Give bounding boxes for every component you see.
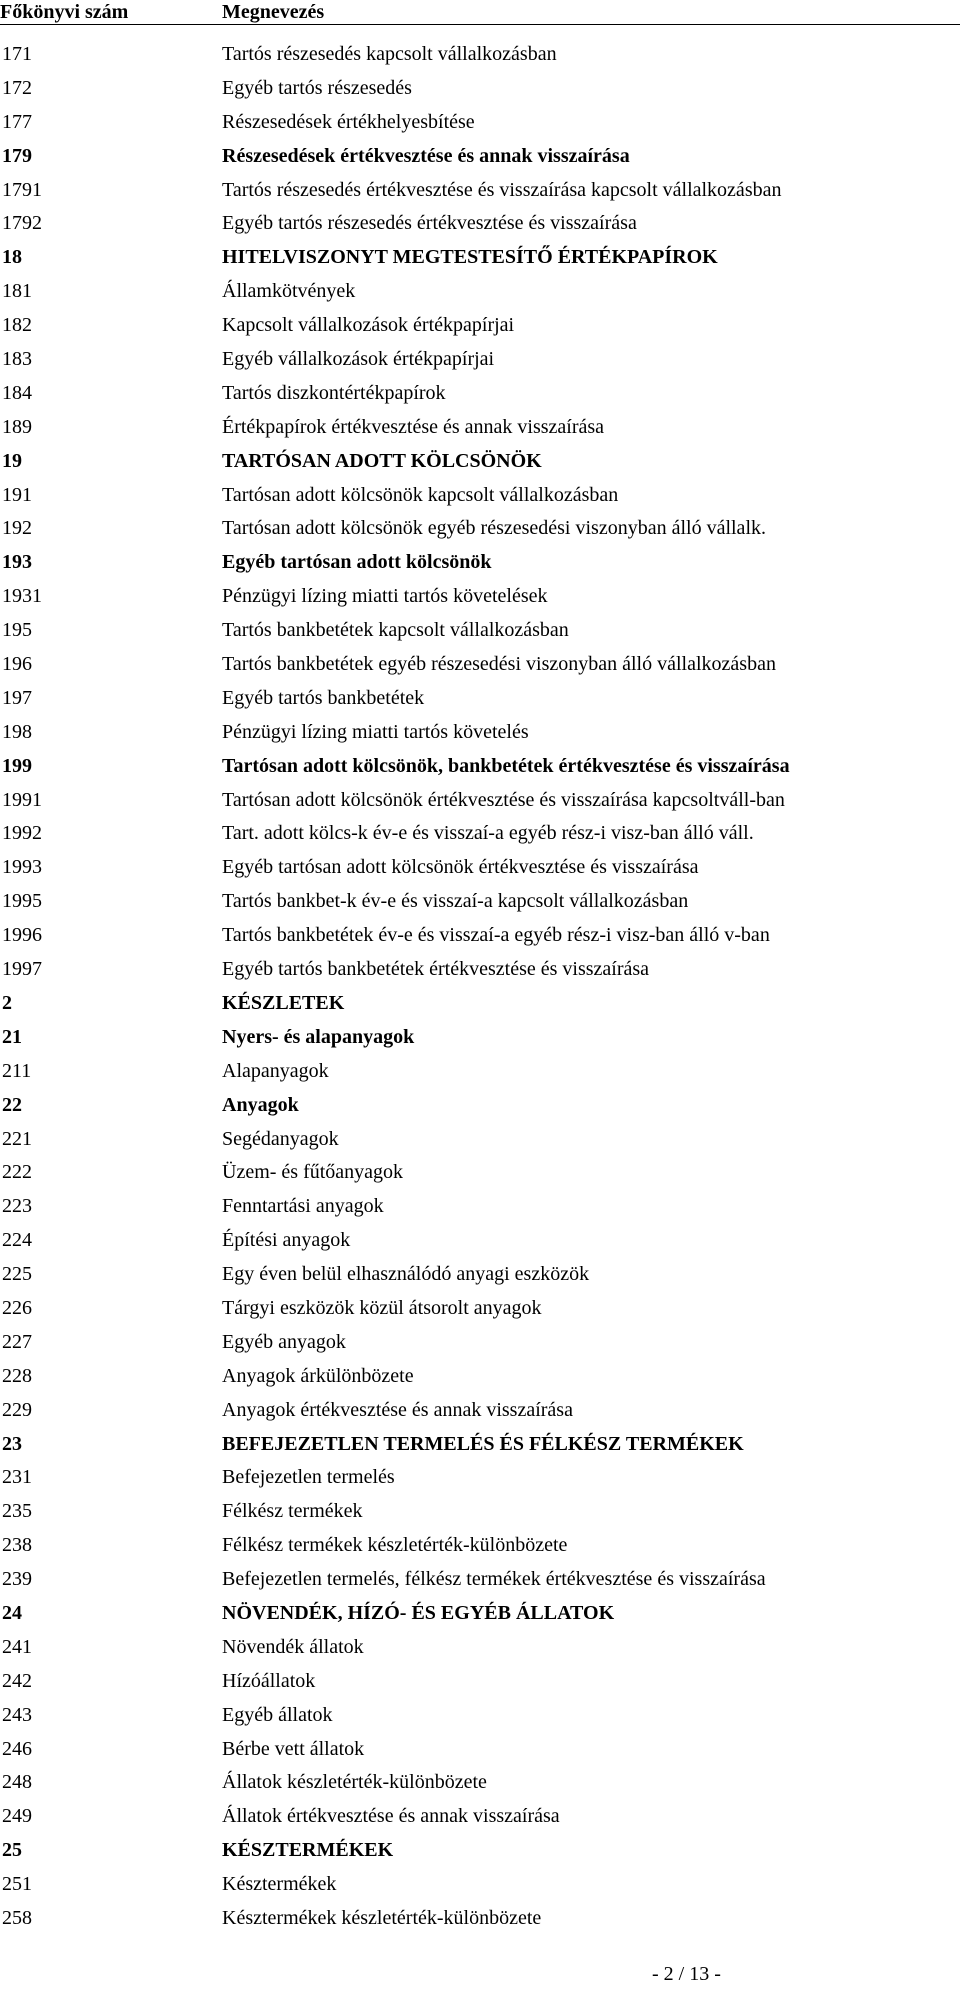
account-code: 1997 <box>2 958 42 981</box>
account-name: Anyagok értékvesztése és annak visszaírása <box>222 1398 573 1421</box>
account-name: Nyers- és alapanyagok <box>222 1025 415 1048</box>
account-name: Egy éven belül elhasználódó anyagi eszközök <box>222 1263 590 1286</box>
account-code: 193 <box>2 551 32 574</box>
account-name: Befejezetlen termelés, félkész termékek értékvesztése és visszaírása <box>222 1568 766 1591</box>
account-code: 1995 <box>2 890 42 913</box>
table-row <box>0 1292 960 1326</box>
table-row <box>0 682 960 716</box>
table-row <box>0 1190 960 1224</box>
account-code: 191 <box>2 483 32 506</box>
account-list <box>0 38 960 1936</box>
table-row <box>0 343 960 377</box>
account-code: 235 <box>2 1500 32 1523</box>
account-name: Tartós részesedés értékvesztése és visszaírása kapcsolt vállalkozásban <box>222 178 782 201</box>
account-code: 19 <box>2 449 22 472</box>
account-code: 248 <box>2 1771 32 1794</box>
account-name: KÉSZLETEK <box>222 991 345 1014</box>
table-row <box>0 716 960 750</box>
table-row <box>0 1089 960 1123</box>
account-name: Értékpapírok értékvesztése és annak visszaírása <box>222 415 605 438</box>
account-name: Félkész termékek <box>222 1500 363 1523</box>
account-name: Egyéb tartós részesedés értékvesztése és visszaírása <box>222 212 637 235</box>
account-code: 1931 <box>2 585 42 608</box>
account-code: 183 <box>2 348 32 371</box>
account-name: Anyagok árkülönbözete <box>222 1364 414 1387</box>
account-name: Kapcsolt vállalkozások értékpapírjai <box>222 314 515 337</box>
account-name: Tart. adott kölcs-k év-e és visszaí-a egyéb rész-i visz-ban álló váll. <box>222 822 754 845</box>
account-name: KÉSZTERMÉKEK <box>222 1839 394 1862</box>
table-row <box>0 851 960 885</box>
table-row <box>0 377 960 411</box>
account-name: Pénzügyi lízing miatti tartós követelések <box>222 585 548 608</box>
account-name: Egyéb anyagok <box>222 1330 346 1353</box>
account-name: Állatok értékvesztése és annak visszaírása <box>222 1805 560 1828</box>
table-row <box>0 207 960 241</box>
table-row <box>0 275 960 309</box>
account-code: 196 <box>2 653 32 676</box>
table-row <box>0 953 960 987</box>
account-name: Egyéb tartósan adott kölcsönök értékvesztése és visszaírása <box>222 856 699 879</box>
table-row <box>0 445 960 479</box>
table-row <box>0 1699 960 1733</box>
account-code: 184 <box>2 381 32 404</box>
table-row <box>0 1902 960 1936</box>
table-row <box>0 38 960 72</box>
account-code: 197 <box>2 686 32 709</box>
account-name: TARTÓSAN ADOTT KÖLCSÖNÖK <box>222 449 542 472</box>
table-row <box>0 784 960 818</box>
account-code: 1992 <box>2 822 42 845</box>
account-name: Építési anyagok <box>222 1229 351 1252</box>
account-name: HITELVISZONYT MEGTESTESÍTŐ ÉRTÉKPAPÍROK <box>222 246 718 269</box>
account-code: 198 <box>2 720 32 743</box>
page-number: - 2 / 13 - <box>652 1963 721 1985</box>
account-code: 18 <box>2 246 22 269</box>
account-name: BEFEJEZETLEN TERMELÉS ÉS FÉLKÉSZ TERMÉKEK <box>222 1432 744 1455</box>
account-name: Tartósan adott kölcsönök, bankbetétek értékvesztése és visszaírása <box>222 754 790 777</box>
table-row <box>0 106 960 140</box>
account-code: 179 <box>2 144 32 167</box>
account-code: 189 <box>2 415 32 438</box>
account-code: 192 <box>2 517 32 540</box>
account-code: 239 <box>2 1568 32 1591</box>
table-row <box>0 1733 960 1767</box>
table-row <box>0 241 960 275</box>
account-name: Tartós bankbetétek egyéb részesedési viszonyban álló vállalkozásban <box>222 653 776 676</box>
table-row <box>0 1326 960 1360</box>
table-row <box>0 546 960 580</box>
table-row <box>0 1461 960 1495</box>
account-name: Tartós diszkontértékpapírok <box>222 381 446 404</box>
table-row <box>0 72 960 106</box>
table-row <box>0 1766 960 1800</box>
table-row <box>0 580 960 614</box>
table-row <box>0 1529 960 1563</box>
table-row <box>0 1258 960 1292</box>
table-row <box>0 1868 960 1902</box>
account-name: Növendék állatok <box>222 1635 364 1658</box>
table-row <box>0 987 960 1021</box>
account-code: 223 <box>2 1195 32 1218</box>
table-row <box>0 1055 960 1089</box>
account-name: Befejezetlen termelés <box>222 1466 395 1489</box>
account-code: 182 <box>2 314 32 337</box>
account-name: Alapanyagok <box>222 1059 329 1082</box>
table-row <box>0 1394 960 1428</box>
account-code: 177 <box>2 110 32 133</box>
table-row <box>0 1563 960 1597</box>
account-name: Egyéb vállalkozások értékpapírjai <box>222 348 495 371</box>
account-code: 25 <box>2 1839 22 1862</box>
table-row <box>0 1156 960 1190</box>
account-name: Hízóállatok <box>222 1669 316 1692</box>
table-row <box>0 1631 960 1665</box>
account-code: 224 <box>2 1229 32 1252</box>
table-row <box>0 1224 960 1258</box>
account-name: Tartósan adott kölcsönök kapcsolt vállalkozásban <box>222 483 619 506</box>
table-row <box>0 309 960 343</box>
table-row <box>0 1123 960 1157</box>
account-name: Késztermékek készletérték-különbözete <box>222 1906 542 1929</box>
account-code: 199 <box>2 754 32 777</box>
table-header <box>0 0 960 25</box>
account-name: Pénzügyi lízing miatti tartós követelés <box>222 720 529 743</box>
account-code: 21 <box>2 1025 22 1048</box>
account-name: Részesedések értékhelyesbítése <box>222 110 475 133</box>
table-row <box>0 411 960 445</box>
account-code: 1791 <box>2 178 42 201</box>
account-name: Tartós bankbetétek év-e és visszaí-a egyéb rész-i visz-ban álló v-ban <box>222 924 770 947</box>
table-row <box>0 1800 960 1834</box>
table-row <box>0 512 960 546</box>
account-code: 221 <box>2 1127 32 1150</box>
account-name: Tartós részesedés kapcsolt vállalkozásban <box>222 43 557 65</box>
table-row <box>0 885 960 919</box>
account-name: Tartósan adott kölcsönök értékvesztése és visszaírása kapcsoltváll-ban <box>222 788 785 811</box>
account-code: 243 <box>2 1703 32 1726</box>
table-row <box>0 1665 960 1699</box>
account-code: 228 <box>2 1364 32 1387</box>
account-code: 1996 <box>2 924 42 947</box>
table-row <box>0 750 960 784</box>
account-name: Tárgyi eszközök közül átsorolt anyagok <box>222 1296 542 1319</box>
account-name: NÖVENDÉK, HÍZÓ- ÉS EGYÉB ÁLLATOK <box>222 1601 615 1624</box>
account-name: Részesedések értékvesztése és annak visszaírása <box>222 144 630 167</box>
account-name: Fenntartási anyagok <box>222 1195 384 1218</box>
account-code: 249 <box>2 1805 32 1828</box>
table-row <box>0 1021 960 1055</box>
account-code: 195 <box>2 619 32 642</box>
account-code: 251 <box>2 1873 32 1896</box>
header-account-number: Főkönyvi szám <box>0 1 129 23</box>
table-row <box>0 1360 960 1394</box>
account-name: Bérbe vett állatok <box>222 1737 365 1760</box>
account-name: Segédanyagok <box>222 1127 339 1150</box>
account-code: 24 <box>2 1601 22 1624</box>
account-code: 211 <box>2 1059 32 1082</box>
account-code: 238 <box>2 1534 32 1557</box>
account-code: 171 <box>2 43 32 65</box>
table-row <box>0 479 960 513</box>
table-row <box>0 1597 960 1631</box>
account-code: 1991 <box>2 788 42 811</box>
account-code: 2 <box>2 991 12 1014</box>
account-code: 181 <box>2 280 32 303</box>
account-name: Egyéb tartós részesedés <box>222 76 412 99</box>
account-name: Állatok készletérték-különbözete <box>222 1771 487 1794</box>
table-row <box>0 140 960 174</box>
account-code: 258 <box>2 1906 32 1929</box>
account-name: Tartós bankbet-k év-e és visszaí-a kapcsolt vállalkozásban <box>222 890 689 913</box>
account-code: 23 <box>2 1432 22 1455</box>
account-code: 226 <box>2 1296 32 1319</box>
account-name: Egyéb tartós bankbetétek értékvesztése és visszaírása <box>222 958 650 981</box>
account-name: Anyagok <box>222 1093 299 1116</box>
account-code: 231 <box>2 1466 32 1489</box>
account-name: Késztermékek <box>222 1873 337 1896</box>
table-row <box>0 174 960 208</box>
table-row <box>0 614 960 648</box>
account-code: 22 <box>2 1093 22 1116</box>
account-code: 225 <box>2 1263 32 1286</box>
account-name: Államkötvények <box>222 280 356 303</box>
account-code: 242 <box>2 1669 32 1692</box>
account-code: 172 <box>2 76 32 99</box>
table-row <box>0 919 960 953</box>
account-name: Egyéb állatok <box>222 1703 333 1726</box>
account-name: Üzem- és fűtőanyagok <box>222 1161 404 1184</box>
table-row <box>0 1495 960 1529</box>
account-code: 1792 <box>2 212 42 235</box>
header-description: Megnevezés <box>222 1 325 23</box>
table-row <box>0 817 960 851</box>
account-code: 229 <box>2 1398 32 1421</box>
account-name: Félkész termékek készletérték-különbözete <box>222 1534 568 1557</box>
account-name: Egyéb tartós bankbetétek <box>222 686 425 709</box>
account-name: Tartósan adott kölcsönök egyéb részesedési viszonyban álló vállalk. <box>222 517 766 540</box>
table-row <box>0 648 960 682</box>
account-name: Tartós bankbetétek kapcsolt vállalkozásban <box>222 619 569 642</box>
account-code: 241 <box>2 1635 32 1658</box>
account-code: 222 <box>2 1161 32 1184</box>
table-row <box>0 1834 960 1868</box>
account-name: Egyéb tartósan adott kölcsönök <box>222 551 492 574</box>
account-code: 1993 <box>2 856 42 879</box>
account-code: 246 <box>2 1737 32 1760</box>
table-row <box>0 1428 960 1462</box>
account-code: 227 <box>2 1330 32 1353</box>
